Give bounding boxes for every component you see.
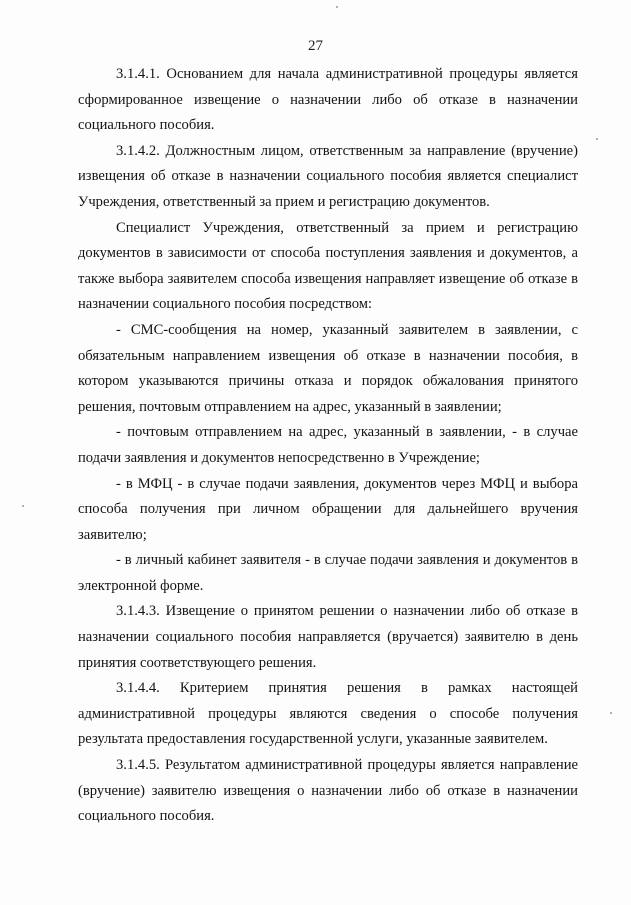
scan-speck (22, 505, 24, 507)
paragraph-3-1-4-5: 3.1.4.5. Результатом административной процедуры является направление (вручение) заявителю извещения о назначении либо об отказе в назначении социального пособия. (78, 757, 578, 825)
paragraph-3-1-4-1: 3.1.4.1. Основанием для начала административной процедуры является сформированное извещение о назначении либо об отказе в назначении социального пособия. (78, 66, 578, 134)
page-number: 27 (308, 38, 323, 54)
list-item-postal: - почтовым отправлением на адрес, указанный в заявлении, - в случае подачи заявления и документов непосредственно в Учреждение; (78, 424, 578, 466)
scan-speck (336, 6, 338, 8)
document-body (78, 62, 578, 830)
paragraph-3-1-4-3: 3.1.4.3. Извещение о принятом решении о назначении либо об отказе в назначении социального пособия направляется (вручается) заявителю в день принятия соответствующего решения. (78, 603, 578, 671)
paragraph-3-1-4-2: 3.1.4.2. Должностным лицом, ответственным за направление (вручение) извещения об отказе в назначении социального пособия является специалист Учреждения, ответственный за прием и регистрацию документов. (78, 142, 578, 210)
paragraph-specialist-notification: Специалист Учреждения, ответственный за прием и регистрацию документов в зависимости от способа поступления заявления и документов, а также выбора заявителем способа извещения направляет извещение об отказе в назначении социального пособия посредством: (78, 219, 578, 313)
scan-speck (610, 712, 612, 714)
paragraph-3-1-4-4: 3.1.4.4. Критерием принятия решения в рамках настоящей административной процедуры являются сведения о способе получения результата предоставления государственной услуги, указанные заявителем. (78, 680, 578, 748)
list-item-sms: - СМС-сообщения на номер, указанный заявителем в заявлении, с обязательным направлением извещения об отказе в назначении пособия, в котором указываются причины отказа и порядок обжалования принятого решения, почтовым отправлением на адрес, указанный в заявлении; (78, 321, 578, 415)
list-item-mfc: - в МФЦ - в случае подачи заявления, документов через МФЦ и выбора способа получения при личном обращении для дальнейшего вручения заявителю; (78, 475, 578, 543)
scan-speck (596, 138, 598, 140)
list-item-personal-account: - в личный кабинет заявителя - в случае подачи заявления и документов в электронной форме. (78, 552, 578, 594)
